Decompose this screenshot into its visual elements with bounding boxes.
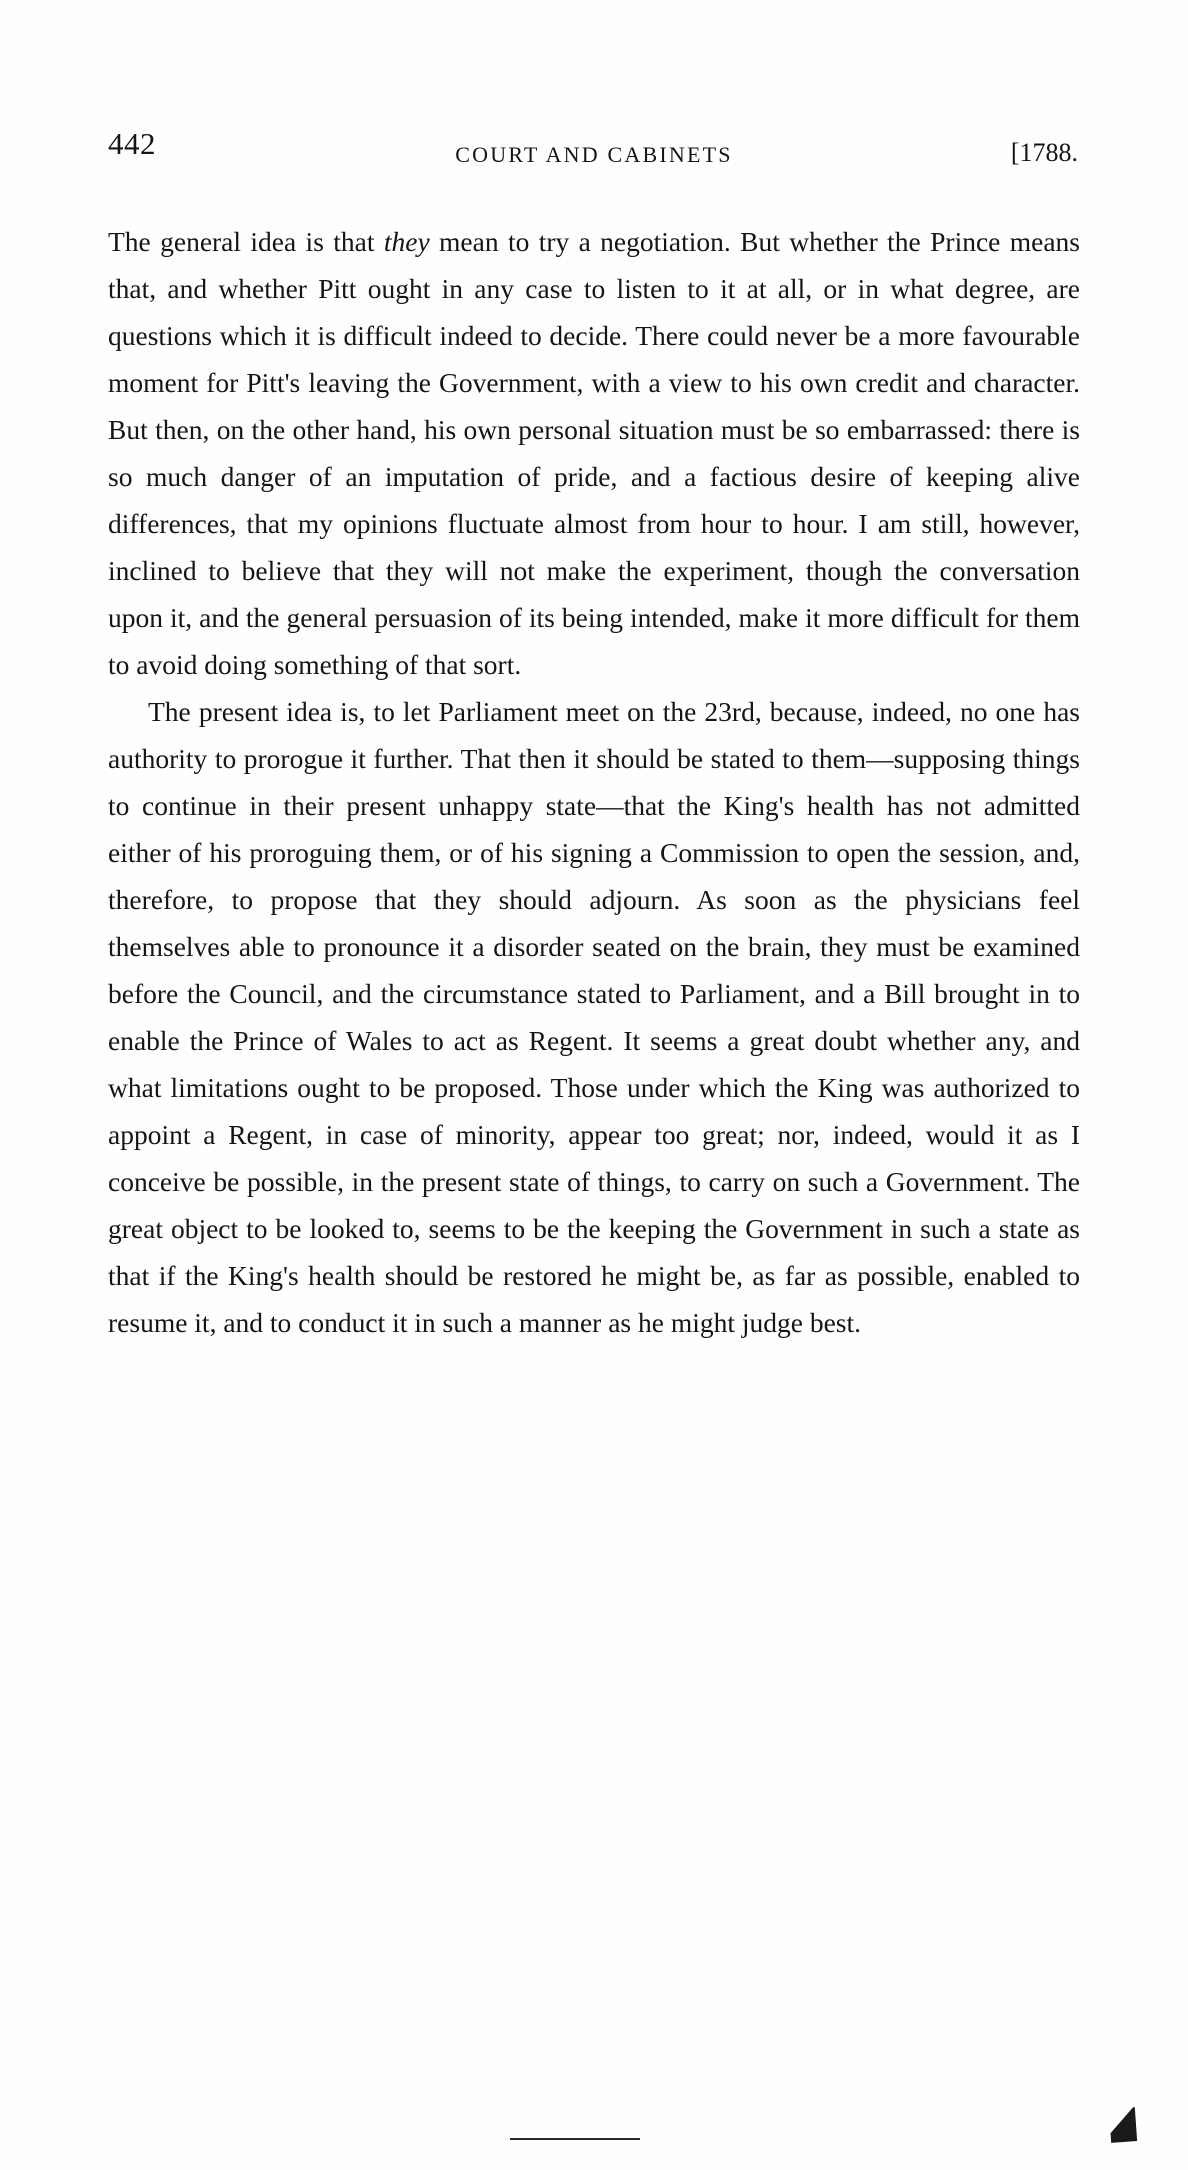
page-header (100, 120, 1088, 180)
running-title: COURT AND CABINETS (455, 142, 733, 167)
paragraph-1: The general idea is that they mean to try a negotiation. But whether the Prince means that, and whether Pitt ought in any case to listen to it at all, or in what degree, are questions which it is difficult indeed to decide. There could never be a more favourable moment for Pitt's leaving the Government, with a view to his own credit and character. But then, on the other hand, his own personal situation must be so embarrassed: there is so much danger of an imputation of pride, and a factious desire of keeping alive differences, that my opinions fluctuate almost from hour to hour. I am still, however, inclined to believe that they will not make the experiment, though the conversation upon it, and the general persuasion of its being intended, make it more difficult for them to avoid doing something of that sort. (108, 226, 1080, 680)
body-text (108, 218, 1080, 1346)
page-corner-mark (1109, 2107, 1137, 2143)
paragraph-2: The present idea is, to let Parliament meet on the 23rd, because, indeed, no one has authority to prorogue it further. That then it should be stated to them—supposing things to continue in their present unhappy state—that the King's health has not admitted either of his proroguing them, or of his signing a Commission to open the session, and, therefore, to propose that they should adjourn. As soon as the physicians feel themselves able to pronounce it a disorder seated on the brain, they must be examined before the Council, and the circumstance stated to Parliament, and a Bill brought in to enable the Prince of Wales to act as Regent. It seems a great doubt whether any, and what limitations ought to be proposed. Those under which the King was authorized to appoint a Regent, in case of minority, appear too great; nor, indeed, would it as I conceive be possible, in the present state of things, to carry on such a Government. The great object to be looked to, seems to be the keeping the Government in such a state as that if the King's health should be restored he might be, as far as possible, enabled to resume it, and to conduct it in such a manner as he might judge best. (108, 696, 1080, 1338)
year-marker: [1788. (1010, 138, 1078, 167)
footer-rule (510, 2138, 640, 2140)
emphasised-word: they (383, 226, 430, 257)
page-number: 442 (108, 126, 156, 161)
